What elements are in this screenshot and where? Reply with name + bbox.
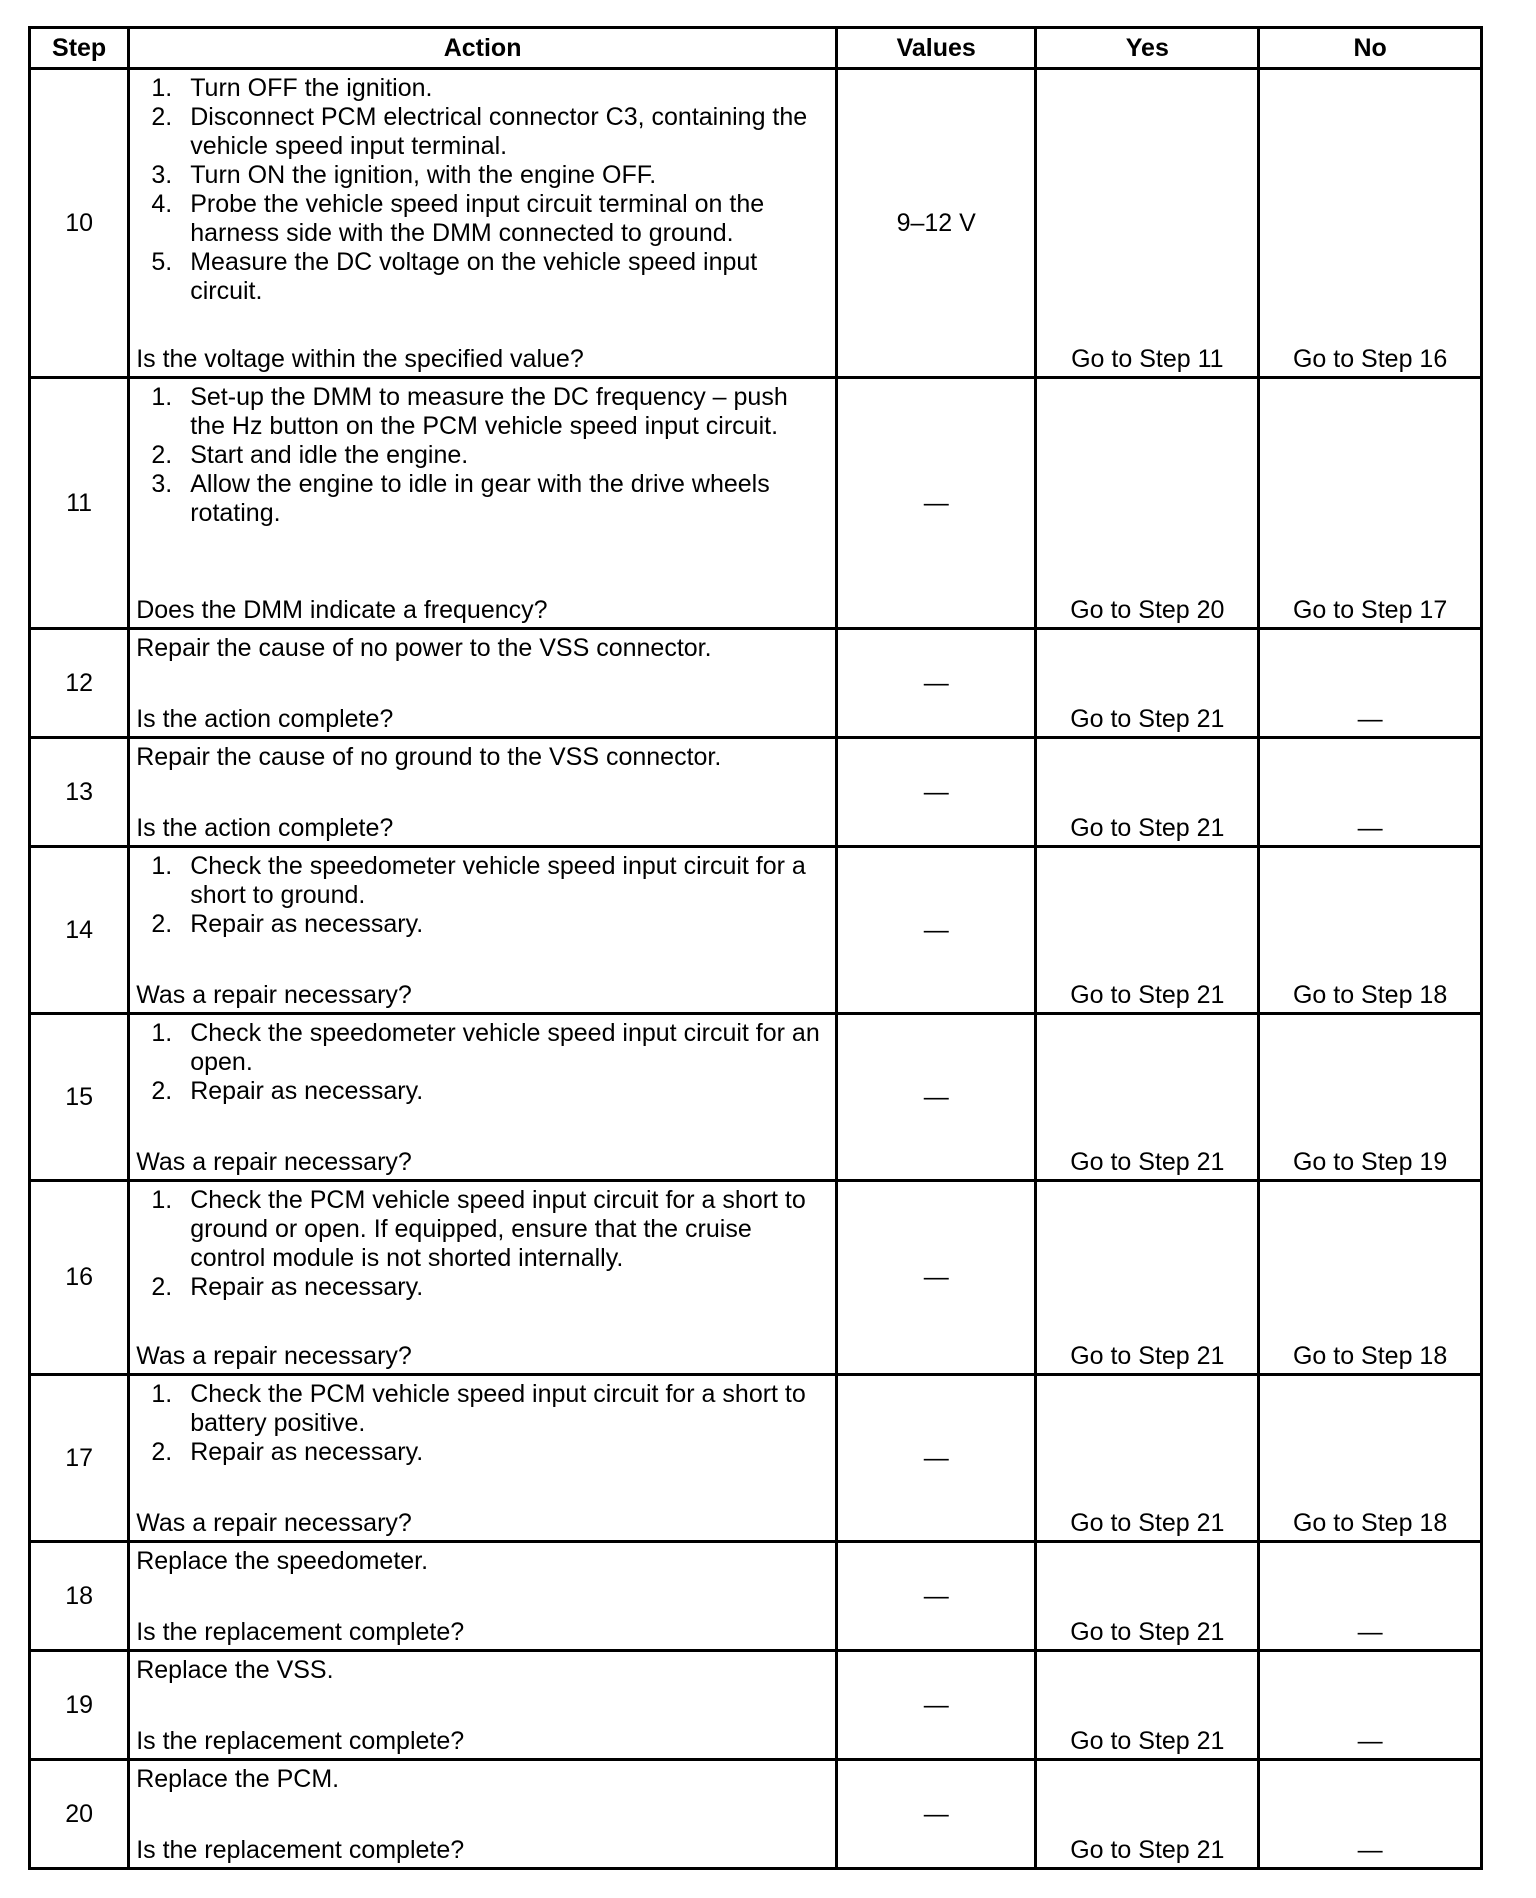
action-step-item bbox=[190, 190, 827, 248]
action-cell bbox=[129, 1375, 837, 1542]
action-step-text: Allow the engine to idle in gear with the drive wheels rotating. bbox=[190, 470, 770, 527]
table-row bbox=[30, 378, 1482, 629]
step-number: 20 bbox=[30, 1760, 129, 1869]
value-cell: — bbox=[836, 1651, 1035, 1760]
action-question: Does the DMM indicate a frequency? bbox=[136, 596, 548, 624]
action-steps-list bbox=[136, 383, 827, 528]
header-row bbox=[30, 28, 1482, 69]
yes-result: Go to Step 21 bbox=[1070, 1618, 1225, 1646]
no-cell bbox=[1259, 629, 1482, 738]
table-body bbox=[30, 69, 1482, 1869]
yes-cell bbox=[1036, 378, 1259, 629]
value-cell: — bbox=[836, 847, 1035, 1014]
action-cell bbox=[129, 378, 837, 629]
yes-cell bbox=[1036, 847, 1259, 1014]
step-number: 19 bbox=[30, 1651, 129, 1760]
action-step-text: Check the PCM vehicle speed input circuit for a short to ground or open. If equipped, ensure that the cruise control module is not shorted internally. bbox=[190, 1186, 806, 1272]
action-cell bbox=[129, 1181, 837, 1375]
action-step-text: Probe the vehicle speed input circuit terminal on the harness side with the DMM connected to ground. bbox=[190, 190, 765, 247]
step-number: 14 bbox=[30, 847, 129, 1014]
diagnostic-table bbox=[28, 26, 1483, 1870]
action-steps-list bbox=[136, 1019, 827, 1106]
header-values: Values bbox=[836, 28, 1035, 69]
action-question: Is the voltage within the specified value? bbox=[136, 345, 584, 373]
yes-result: Go to Step 20 bbox=[1070, 596, 1225, 624]
action-question: Is the replacement complete? bbox=[136, 1836, 465, 1864]
yes-cell bbox=[1036, 69, 1259, 378]
yes-cell bbox=[1036, 1542, 1259, 1651]
no-cell bbox=[1259, 1014, 1482, 1181]
value-cell: — bbox=[836, 1014, 1035, 1181]
step-number: 16 bbox=[30, 1181, 129, 1375]
yes-cell bbox=[1036, 1014, 1259, 1181]
action-step-item bbox=[190, 910, 827, 939]
action-steps-list bbox=[136, 74, 827, 306]
table-row bbox=[30, 847, 1482, 1014]
action-step-item bbox=[190, 1019, 827, 1077]
table-row bbox=[30, 629, 1482, 738]
action-step-item bbox=[190, 74, 827, 103]
table-row bbox=[30, 738, 1482, 847]
yes-cell bbox=[1036, 1760, 1259, 1869]
no-cell bbox=[1259, 1760, 1482, 1869]
yes-result: Go to Step 21 bbox=[1070, 1836, 1225, 1864]
action-step-item bbox=[190, 383, 827, 441]
no-result: Go to Step 16 bbox=[1292, 345, 1448, 373]
action-cell bbox=[129, 629, 837, 738]
action-step-item bbox=[190, 1077, 827, 1106]
no-cell bbox=[1259, 1375, 1482, 1542]
action-step-item bbox=[190, 248, 827, 306]
no-result: — bbox=[1357, 1836, 1383, 1864]
action-text: Repair the cause of no power to the VSS connector. bbox=[136, 634, 712, 662]
action-question: Was a repair necessary? bbox=[136, 981, 412, 1009]
yes-result: Go to Step 21 bbox=[1070, 705, 1225, 733]
action-step-text: Check the PCM vehicle speed input circuit for a short to battery positive. bbox=[190, 1380, 806, 1437]
yes-cell bbox=[1036, 738, 1259, 847]
yes-cell bbox=[1036, 1651, 1259, 1760]
yes-cell bbox=[1036, 629, 1259, 738]
yes-result: Go to Step 21 bbox=[1070, 1509, 1225, 1537]
no-result: — bbox=[1357, 1618, 1383, 1646]
action-question: Is the action complete? bbox=[136, 705, 394, 733]
action-text: Replace the speedometer. bbox=[136, 1547, 429, 1575]
step-number: 10 bbox=[30, 69, 129, 378]
action-steps-list bbox=[136, 852, 827, 939]
action-question: Was a repair necessary? bbox=[136, 1342, 412, 1370]
action-step-text: Repair as necessary. bbox=[190, 1273, 424, 1301]
action-text: Repair the cause of no ground to the VSS connector. bbox=[136, 743, 722, 771]
value-cell: — bbox=[836, 1375, 1035, 1542]
action-question: Was a repair necessary? bbox=[136, 1148, 412, 1176]
step-number: 17 bbox=[30, 1375, 129, 1542]
action-step-item bbox=[190, 103, 827, 161]
no-cell bbox=[1259, 738, 1482, 847]
action-cell bbox=[129, 1542, 837, 1651]
action-steps-list bbox=[136, 1186, 827, 1302]
no-cell bbox=[1259, 69, 1482, 378]
action-step-text: Check the speedometer vehicle speed input circuit for an open. bbox=[190, 1019, 820, 1076]
no-cell bbox=[1259, 1181, 1482, 1375]
no-result: Go to Step 19 bbox=[1292, 1148, 1448, 1176]
table-row bbox=[30, 1651, 1482, 1760]
value-cell: — bbox=[836, 378, 1035, 629]
no-result: — bbox=[1357, 814, 1383, 842]
table-row bbox=[30, 1014, 1482, 1181]
action-cell bbox=[129, 1760, 837, 1869]
action-cell bbox=[129, 69, 837, 378]
yes-cell bbox=[1036, 1375, 1259, 1542]
header-action: Action bbox=[129, 28, 837, 69]
action-question: Is the replacement complete? bbox=[136, 1618, 465, 1646]
action-step-item bbox=[190, 1186, 827, 1273]
yes-result: Go to Step 21 bbox=[1070, 1342, 1225, 1370]
action-step-text: Repair as necessary. bbox=[190, 1077, 424, 1105]
action-step-item bbox=[190, 161, 827, 190]
no-result: — bbox=[1357, 705, 1383, 733]
action-step-text: Start and idle the engine. bbox=[190, 441, 469, 469]
action-step-item bbox=[190, 1273, 827, 1302]
no-result: Go to Step 18 bbox=[1292, 1509, 1448, 1537]
value-cell: — bbox=[836, 738, 1035, 847]
no-result: Go to Step 18 bbox=[1292, 981, 1448, 1009]
header-step: Step bbox=[30, 28, 129, 69]
action-step-text: Repair as necessary. bbox=[190, 1438, 424, 1466]
action-cell bbox=[129, 1651, 837, 1760]
action-step-text: Check the speedometer vehicle speed input circuit for a short to ground. bbox=[190, 852, 806, 909]
action-step-item bbox=[190, 1380, 827, 1438]
step-number: 18 bbox=[30, 1542, 129, 1651]
yes-result: Go to Step 21 bbox=[1070, 1148, 1225, 1176]
no-cell bbox=[1259, 1542, 1482, 1651]
action-step-item bbox=[190, 441, 827, 470]
yes-cell bbox=[1036, 1181, 1259, 1375]
step-number: 13 bbox=[30, 738, 129, 847]
yes-result: Go to Step 11 bbox=[1071, 345, 1224, 373]
yes-result: Go to Step 21 bbox=[1070, 814, 1225, 842]
step-number: 15 bbox=[30, 1014, 129, 1181]
action-cell bbox=[129, 847, 837, 1014]
action-step-text: Measure the DC voltage on the vehicle speed input circuit. bbox=[190, 248, 758, 305]
yes-result: Go to Step 21 bbox=[1070, 1727, 1225, 1755]
step-number: 12 bbox=[30, 629, 129, 738]
value-cell: — bbox=[836, 1181, 1035, 1375]
table-row bbox=[30, 1542, 1482, 1651]
action-cell bbox=[129, 1014, 837, 1181]
table-row bbox=[30, 69, 1482, 378]
action-step-item bbox=[190, 470, 827, 528]
action-text: Replace the PCM. bbox=[136, 1765, 340, 1793]
step-number: 11 bbox=[30, 378, 129, 629]
yes-result: Go to Step 21 bbox=[1070, 981, 1225, 1009]
table-row bbox=[30, 1760, 1482, 1869]
action-question: Was a repair necessary? bbox=[136, 1509, 412, 1537]
action-step-text: Turn OFF the ignition. bbox=[190, 74, 433, 102]
action-step-text: Repair as necessary. bbox=[190, 910, 424, 938]
action-question: Is the replacement complete? bbox=[136, 1727, 465, 1755]
action-question: Is the action complete? bbox=[136, 814, 394, 842]
table-row bbox=[30, 1375, 1482, 1542]
value-cell: — bbox=[836, 1542, 1035, 1651]
no-result: — bbox=[1357, 1727, 1383, 1755]
no-cell bbox=[1259, 1651, 1482, 1760]
action-steps-list bbox=[136, 1380, 827, 1467]
no-cell bbox=[1259, 378, 1482, 629]
header-no: No bbox=[1259, 28, 1482, 69]
no-result: Go to Step 17 bbox=[1292, 596, 1448, 624]
value-cell: 9–12 V bbox=[836, 69, 1035, 378]
value-cell: — bbox=[836, 629, 1035, 738]
action-cell bbox=[129, 738, 837, 847]
action-step-text: Set-up the DMM to measure the DC frequency – push the Hz button on the PCM vehicle speed input circuit. bbox=[190, 383, 788, 440]
action-text: Replace the VSS. bbox=[136, 1656, 334, 1684]
no-cell bbox=[1259, 847, 1482, 1014]
action-step-item bbox=[190, 852, 827, 910]
table-row bbox=[30, 1181, 1482, 1375]
action-step-item bbox=[190, 1438, 827, 1467]
no-result: Go to Step 18 bbox=[1292, 1342, 1448, 1370]
action-step-text: Disconnect PCM electrical connector C3, containing the vehicle speed input terminal. bbox=[190, 103, 808, 160]
header-yes: Yes bbox=[1036, 28, 1259, 69]
action-step-text: Turn ON the ignition, with the engine OFF. bbox=[190, 161, 657, 189]
value-cell: — bbox=[836, 1760, 1035, 1869]
